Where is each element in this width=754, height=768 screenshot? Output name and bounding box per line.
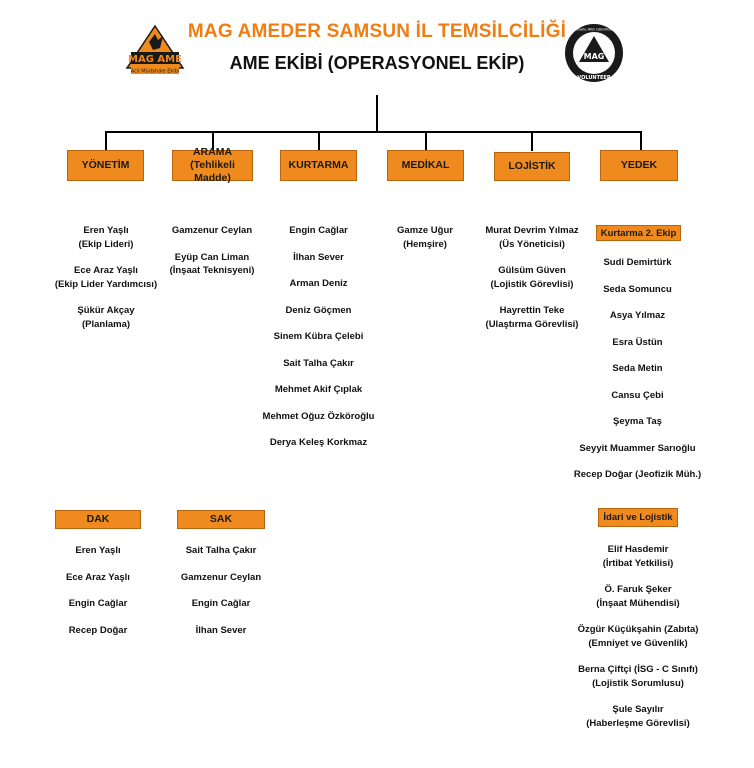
list-item: Hayrettin Teke (Ulaştırma Görevlisi): [485, 305, 579, 330]
dept-kurtarma-label: KURTARMA: [288, 159, 349, 171]
dak-members: [48, 544, 148, 650]
list-item: Gamzenur Ceylan: [171, 225, 253, 236]
list-item: Murat Devrim Yılmaz (Üs Yöneticisi): [485, 225, 579, 250]
page-title: MAG AMEDER SAMSUN İL TEMSİLCİLİĞİ: [187, 21, 567, 42]
list-item: Seda Metin: [612, 363, 663, 374]
list-item: Mehmet Akif Çıplak: [274, 384, 363, 395]
yedek-subgroup-label: Kurtarma 2. Ekip: [600, 227, 677, 239]
list-item: Derya Keleş Korkmaz: [269, 437, 368, 448]
dept-lojistik-label: LOJİSTİK: [508, 160, 556, 172]
dept-medikal-label: MEDİKAL: [401, 159, 450, 171]
connector-trunk: [376, 95, 378, 132]
idari-lojistik-box: [598, 508, 678, 527]
mag-ame-logo: [125, 24, 185, 76]
logo-right-center-text: MAG: [583, 52, 605, 61]
connector-yonetim: [105, 131, 107, 151]
list-item: Cansu Çebi: [611, 389, 664, 401]
dept-kurtarma-box: [280, 150, 357, 181]
list-item: İlhan Sever: [195, 624, 247, 636]
connector-horizontal: [105, 131, 642, 133]
dept-yedek-members: [565, 256, 710, 495]
dept-yonetim-members: [44, 224, 168, 344]
logo-left-big-text: MAG AME: [128, 54, 182, 65]
list-item: Özgür Küçükşahin (Zabıta) (Emniyet ve Güvenlik): [577, 624, 699, 649]
list-item: Şeyma Taş: [613, 416, 662, 427]
mag-volunteer-logo: [563, 22, 625, 84]
yedek-subgroup-box: [596, 225, 681, 241]
dept-medikal-members: [375, 224, 475, 264]
list-item: Gamzenur Ceylan: [180, 571, 262, 583]
list-item: Gamze Uğur (Hemşire): [397, 225, 453, 250]
idari-lojistik-members: [562, 543, 714, 743]
dak-box: [55, 510, 141, 529]
dept-yonetim-box: [67, 150, 144, 181]
list-item: Berna Çiftçi (İSG - C Sınıfı) (Lojistik Sorumlusu): [578, 664, 698, 689]
list-item: Engin Cağlar: [68, 598, 128, 609]
list-item: Eyüp Can Liman (İnşaat Teknisyeni): [169, 251, 255, 276]
dept-medikal-box: [387, 150, 464, 181]
dept-kurtarma-members: [250, 224, 387, 463]
list-item: Sudi Demirtürk: [603, 257, 672, 268]
dept-arama-box: [172, 146, 253, 184]
list-item: Arman Deniz: [289, 278, 348, 289]
list-item: Seyyit Muammer Sarıoğlu: [579, 442, 696, 454]
list-item: Seda Somuncu: [603, 283, 672, 295]
list-item: Esra Üstün: [612, 336, 663, 348]
list-item: Asya Yılmaz: [609, 310, 666, 321]
connector-lojistik: [531, 131, 533, 151]
list-item: Recep Doğar (Jeofizik Müh.): [573, 469, 702, 480]
dept-arama-label: ARAMA (Tehlikeli Madde): [190, 146, 235, 184]
dept-yedek-label: YEDEK: [620, 159, 658, 171]
list-item: Deniz Göçmen: [285, 304, 352, 316]
dept-yedek-box: [600, 150, 678, 181]
sak-label: SAK: [209, 513, 233, 525]
list-item: Ece Araz Yaşlı (Ekip Lider Yardımcısı): [54, 265, 158, 290]
list-item: Sait Talha Çakır: [185, 545, 257, 556]
connector-kurtarma: [318, 131, 320, 151]
list-item: Ö. Faruk Şeker (İnşaat Mühendisi): [596, 584, 680, 609]
list-item: Engin Cağlar: [191, 598, 251, 609]
logo-right-ring-top: Mahalle Afet Gönüllüleri: [572, 27, 616, 32]
list-item: Şükür Akçay (Planlama): [77, 305, 135, 330]
dak-label: DAK: [86, 513, 110, 525]
sak-members: [166, 544, 276, 650]
connector-yedek: [640, 131, 642, 151]
list-item: Engin Cağlar: [289, 225, 348, 236]
list-item: Eren Yaşlı: [75, 545, 121, 556]
sak-box: [177, 510, 265, 529]
logo-right-ring-bottom: VOLUNTEER: [577, 75, 611, 81]
list-item: Sait Talha Çakır: [283, 357, 354, 369]
list-item: Ece Araz Yaşlı: [66, 571, 130, 583]
list-item: Sinem Kübra Çelebi: [273, 331, 364, 342]
connector-medikal: [425, 131, 427, 151]
dept-yonetim-label: YÖNETİM: [81, 159, 130, 171]
dept-lojistik-box: [494, 152, 570, 181]
logo-left-small-text: Acil Müdahale Ekibi: [130, 68, 180, 75]
list-item: Şule Sayılır (Haberleşme Görevlisi): [586, 704, 690, 729]
idari-lojistik-label: İdari ve Lojistik: [603, 512, 673, 523]
list-item: Mehmet Oğuz Özköroğlu: [262, 410, 375, 422]
list-item: Gülsüm Güven (Lojistik Görevlisi): [490, 265, 574, 290]
list-item: Elif Hasdemir (İrtibat Yetkilisi): [602, 544, 674, 569]
page-subtitle: AME EKİBİ (OPERASYONEL EKİP): [229, 53, 525, 73]
list-item: Recep Doğar: [68, 624, 128, 636]
list-item: İlhan Sever: [293, 251, 344, 263]
list-item: Eren Yaşlı (Ekip Lideri): [78, 225, 134, 250]
